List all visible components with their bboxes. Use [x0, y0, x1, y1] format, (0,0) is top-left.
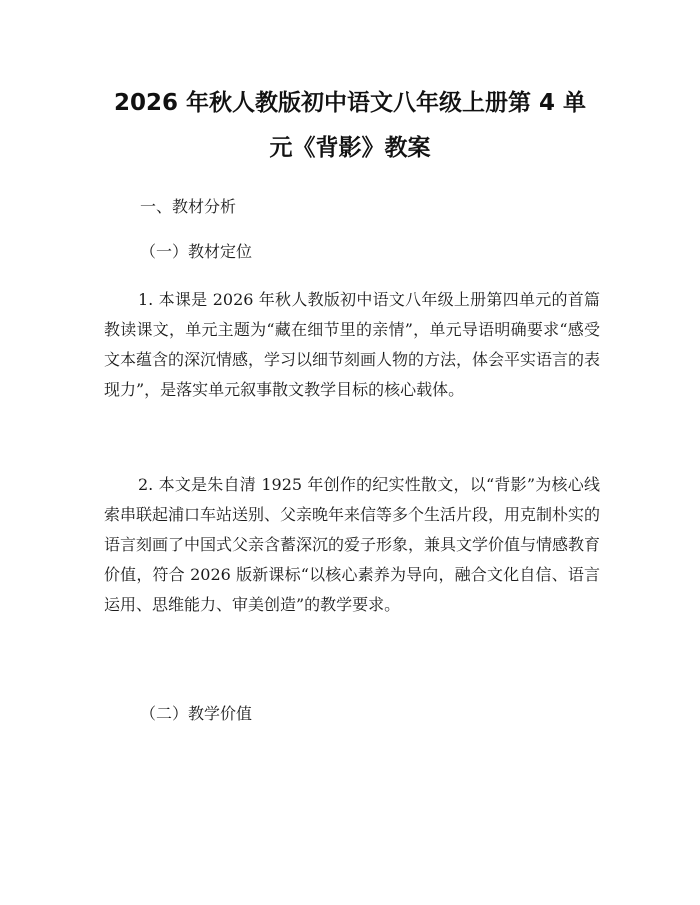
paragraph-1: 1. 本课是 2026 年秋人教版初中语文八年级上册第四单元的首篇教读课文，单元主题为“藏在细节里的亲情”，单元导语明确要求“感受文本蕴含的深沉情感，学习以细节刻画人物的方法，体会平实语言的表现力”，是落实单元叙事散文教学目标的核心载体。: [104, 290, 601, 399]
paragraph-2: 2. 本文是朱自清 1925 年创作的纪实性散文，以“背影”为核心线索串联起浦口车站送别、父亲晚年来信等多个生活片段，用克制朴实的语言刻画了中国式父亲含蓄深沉的爱子形象，兼具文学价值与情感教育价值，符合 2026 版新课标“以核心素养为导向，融合文化自信、语言运用、思维能力、审美创造”的教学要求。: [104, 475, 601, 614]
subsection-heading-material-positioning: （一）教材定位: [140, 242, 253, 261]
document-title-line-1: 2026 年秋人教版初中语文八年级上册第 4 单: [113, 90, 587, 116]
subsection-heading-teaching-value: （二）教学价值: [140, 704, 253, 723]
document-title-line-2: 元《背影》教案: [269, 135, 431, 161]
section-heading-teaching-material-analysis: 一、教材分析: [140, 197, 237, 216]
